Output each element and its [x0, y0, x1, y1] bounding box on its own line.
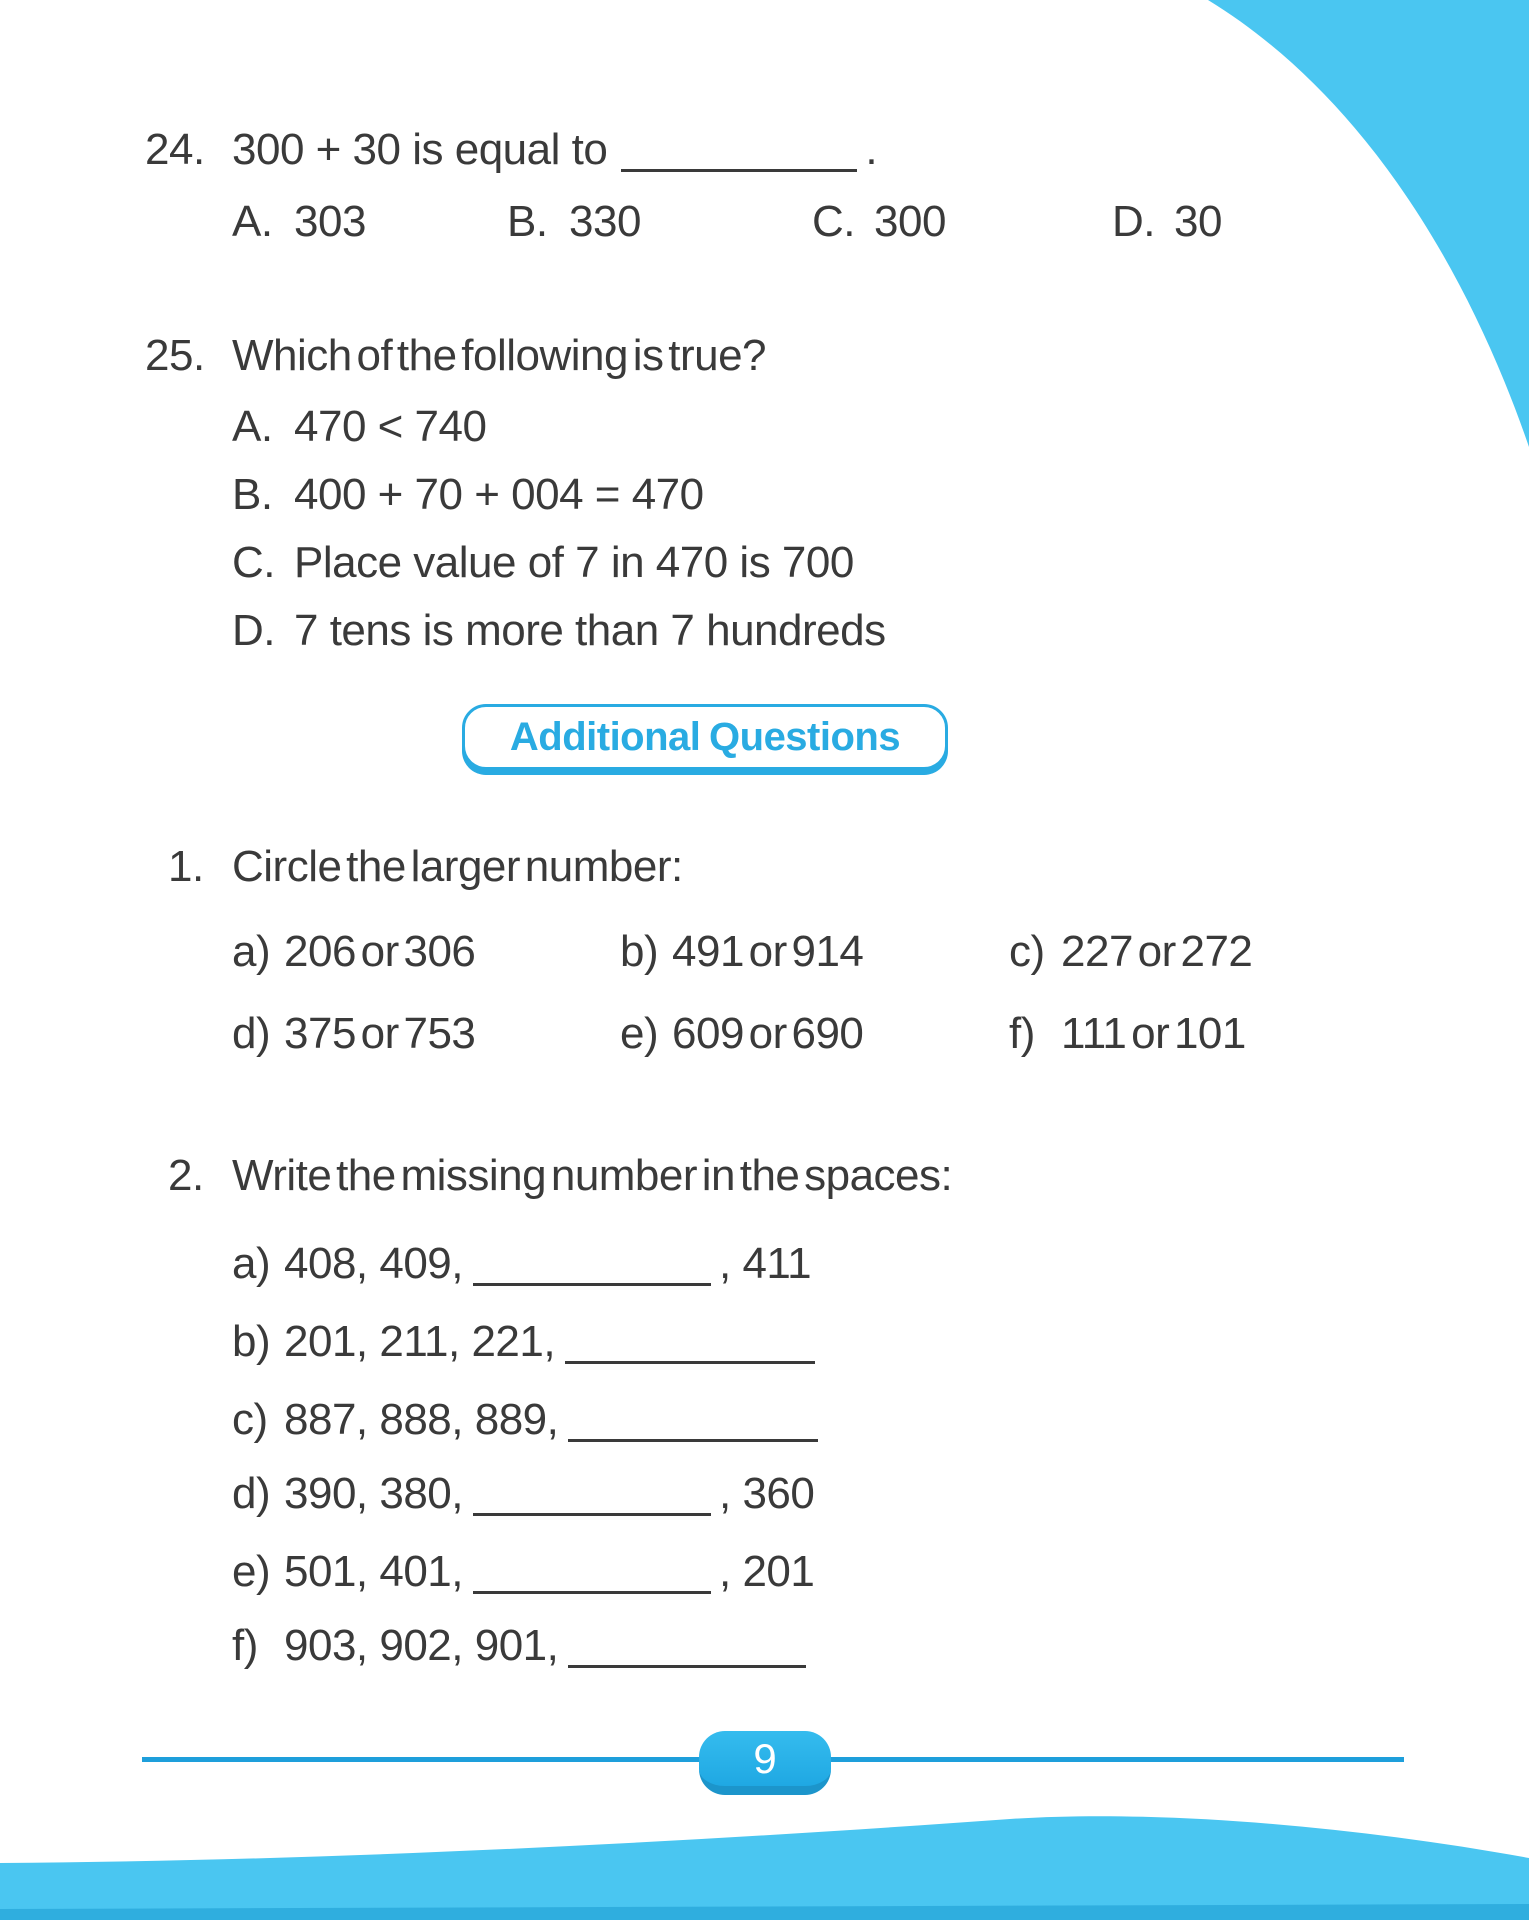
- q2-item-c: [232, 1396, 826, 1444]
- option-c-text: Place value of 7 in 470 is 700: [294, 538, 854, 587]
- option-a-label: A.: [232, 197, 273, 246]
- option-b: [507, 198, 641, 246]
- additional-q1-text: [232, 843, 683, 891]
- item-a-after: , 411: [719, 1239, 812, 1288]
- q2-item-b: [232, 1318, 823, 1366]
- q2-item-d: [232, 1470, 814, 1518]
- question-25-option-b: [232, 471, 704, 519]
- q1-item-a: [232, 928, 475, 976]
- item-c-label: c): [232, 1395, 268, 1444]
- item-d-after: , 360: [719, 1469, 815, 1518]
- answer-blank: [473, 1249, 711, 1286]
- item-f-label: f): [1009, 1009, 1035, 1058]
- answer-blank: [473, 1479, 711, 1516]
- question-24: [145, 126, 205, 174]
- option-a-label: A.: [232, 402, 273, 451]
- item-b-label: b): [620, 927, 659, 976]
- q1-item-e: [620, 1010, 863, 1058]
- item-d-label: d): [232, 1009, 271, 1058]
- item-d-before: 390, 380,: [284, 1469, 463, 1518]
- q1-item-f: [1009, 1010, 1246, 1058]
- question-24-number: 24.: [145, 125, 205, 174]
- item-c-before: 887, 888, 889,: [284, 1395, 559, 1444]
- option-d: [1112, 198, 1222, 246]
- option-d-label: D.: [1112, 197, 1155, 246]
- option-d-text: 7 tens is more than 7 hundreds: [294, 606, 886, 655]
- question-25-option-d: [232, 607, 886, 655]
- question-25-option-c: [232, 539, 854, 587]
- option-b-value: 330: [569, 197, 641, 246]
- option-c-value: 300: [874, 197, 946, 246]
- item-d-label: d): [232, 1469, 271, 1518]
- question-24-text: [232, 126, 877, 174]
- item-e-label: e): [620, 1009, 659, 1058]
- question-25-text-span: Which of the following is true?: [232, 331, 767, 380]
- q2-text-span: Write the missing number in the spaces:: [232, 1151, 953, 1200]
- q2-number: 2.: [168, 1151, 204, 1200]
- option-d-label: D.: [232, 606, 275, 655]
- question-24-text-before: 300 + 30 is equal to: [232, 125, 608, 174]
- item-e-before: 501, 401,: [284, 1547, 463, 1596]
- option-a-value: 303: [294, 197, 366, 246]
- option-d-value: 30: [1174, 197, 1222, 246]
- additional-questions-header: [462, 704, 948, 770]
- additional-q1-number: [168, 843, 204, 891]
- option-c-label: C.: [232, 538, 275, 587]
- answer-blank: [473, 1557, 711, 1594]
- item-c-text: 227 or 272: [1061, 927, 1253, 976]
- option-b-label: B.: [232, 470, 273, 519]
- item-f-before: 903, 902, 901,: [284, 1621, 559, 1670]
- q1-number: 1.: [168, 842, 204, 891]
- option-a-text: 470 < 740: [294, 402, 487, 451]
- section-title: Additional Questions: [509, 714, 901, 759]
- item-e-text: 609 or 690: [672, 1009, 864, 1058]
- item-e-label: e): [232, 1547, 271, 1596]
- q1-item-c: [1009, 928, 1252, 976]
- item-f-label: f): [232, 1621, 258, 1670]
- question-25: [145, 332, 205, 380]
- item-a-label: a): [232, 927, 271, 976]
- item-b-text: 491 or 914: [672, 927, 864, 976]
- answer-blank: [568, 1631, 806, 1668]
- item-e-after: , 201: [719, 1547, 815, 1596]
- answer-blank: [568, 1405, 818, 1442]
- q1-item-b: [620, 928, 863, 976]
- q2-item-a: [232, 1240, 811, 1288]
- additional-q2-number: [168, 1152, 204, 1200]
- answer-blank: [565, 1327, 815, 1364]
- q1-item-d: [232, 1010, 475, 1058]
- question-25-number: 25.: [145, 331, 205, 380]
- option-c: [812, 198, 946, 246]
- question-25-text: [232, 332, 766, 380]
- additional-q2-text: [232, 1152, 952, 1200]
- option-a: [232, 198, 366, 246]
- page-number-badge: [699, 1731, 831, 1795]
- q2-item-e: [232, 1548, 814, 1596]
- item-d-text: 375 or 753: [284, 1009, 476, 1058]
- option-b-text: 400 + 70 + 004 = 470: [294, 470, 704, 519]
- question-25-option-a: [232, 403, 486, 451]
- q1-text-span: Circle the larger number:: [232, 842, 683, 891]
- item-f-text: 111 or 101: [1061, 1009, 1246, 1058]
- item-b-label: b): [232, 1317, 271, 1366]
- item-b-before: 201, 211, 221,: [284, 1317, 556, 1366]
- item-c-label: c): [1009, 927, 1045, 976]
- answer-blank: [621, 135, 857, 172]
- item-a-before: 408, 409,: [284, 1239, 463, 1288]
- item-a-text: 206 or 306: [284, 927, 476, 976]
- question-24-text-after: .: [865, 125, 878, 174]
- page-number: 9: [753, 1734, 777, 1782]
- q2-item-f: [232, 1622, 814, 1670]
- option-c-label: C.: [812, 197, 855, 246]
- item-a-label: a): [232, 1239, 271, 1288]
- option-b-label: B.: [507, 197, 548, 246]
